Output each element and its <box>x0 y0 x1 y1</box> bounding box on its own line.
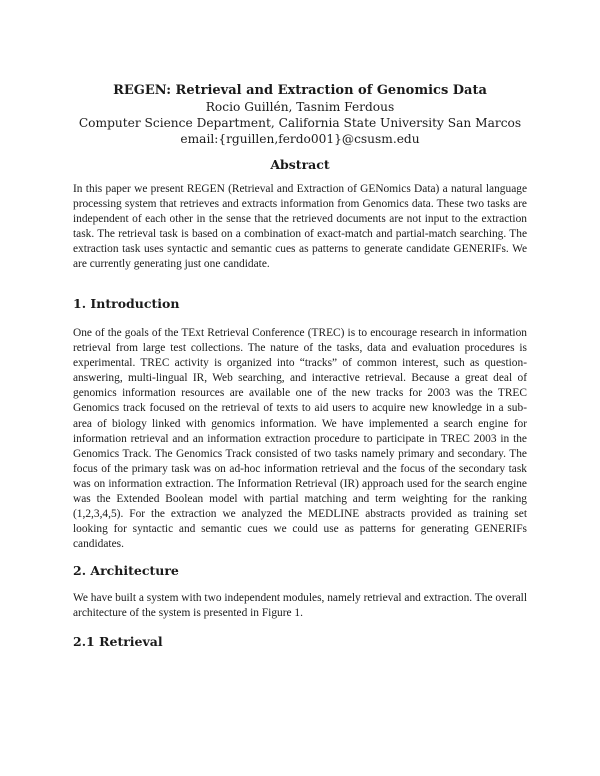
paper-affiliation: Computer Science Department, California State University San Marcos <box>78 116 522 130</box>
section-heading-architecture: 2. Architecture <box>73 563 179 578</box>
paper-authors: Rocio Guillén, Tasnim Ferdous <box>205 100 395 114</box>
abstract-heading: Abstract <box>270 157 330 172</box>
paper-email: email:{rguillen,ferdo001}@csusm.edu <box>180 132 420 146</box>
section-heading-introduction: 1. Introduction <box>73 296 180 311</box>
subsection-heading-retrieval: 2.1 Retrieval <box>73 634 163 649</box>
section-text-architecture: We have built a system with two independent modules, namely retrieval and extraction. The overall architecture of the system is presented in Figure 1. <box>73 592 527 620</box>
abstract-text: In this paper we present REGEN (Retrieval and Extraction of GENomics Data) a natural language processing system that retrieves and extracts information from Genomics data. These two tasks are independent of each other in the sense that the retrieved documents are not input to the extraction task. The retrieval task is based on a combination of exact-match and partial-match searching. The extraction task uses syntactic and semantic cues as patterns to generate candidate GENERIFs. We are currently generating just one candidate. <box>73 183 527 271</box>
section-text-introduction: One of the goals of the TExt Retrieval Conference (TREC) is to encourage research in information retrieval from large test collections. The nature of the tasks, data and evaluation procedures is experimental. TREC activity is organized into “tracks” of common interest, such as question-answering, multi-lingual IR, Web searching, and interactive retrieval. Because a great deal of genomics information resources are available one of the new tracks for 2003 was the TREC Genomics track focused on the retrieval of texts to aid users to acquire new knowledge in a sub-area of biology linked with genomics information. We have implemented a search engine for information retrieval and an information extraction procedure to participate in TREC 2003 in the Genomics Track. The Genomics Track consisted of two tasks namely primary and secondary. The focus of the primary task was on ad-hoc information retrieval and the focus of the secondary task was on information extraction. The Information Retrieval (IR) approach used for the search engine was the Extended Boolean model with partial matching and term weighting for the ranking (1,2,3,4,5). For the extraction we analyzed the MEDLINE abstracts provided as training set looking for syntactic and semantic cues we could use as patterns for generating GENERIFs candidates. <box>73 327 527 551</box>
paper-title: REGEN: Retrieval and Extraction of Genomics Data <box>113 83 487 98</box>
